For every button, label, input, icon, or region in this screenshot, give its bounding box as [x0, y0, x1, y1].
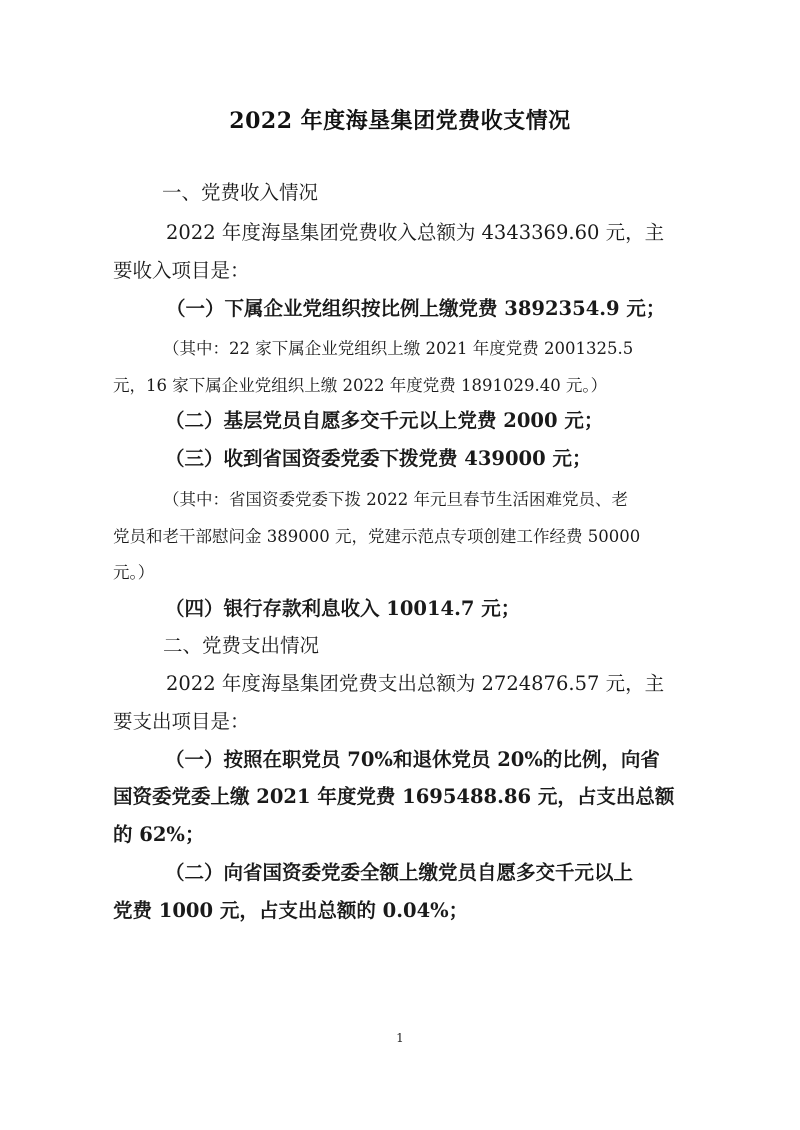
- expense-item-2-line2: 党费 1000 元，占支出总额的 0.04%；: [113, 899, 469, 922]
- income-item-1: （一）下属企业党组织按比例上缴党费 3892354.9 元；: [166, 297, 666, 320]
- expense-heading: 二、党费支出情况: [163, 634, 320, 657]
- expense-intro-line1: 2022 年度海垦集团党费支出总额为 2724876.57 元，主: [166, 672, 665, 695]
- income-item-3-note-line3: 元。）: [113, 563, 155, 582]
- income-intro-line2: 要收入项目是：: [113, 259, 250, 282]
- income-item-1-note-line1: （其中：22 家下属企业党组织上缴 2021 年度党费 2001325.5: [163, 339, 634, 358]
- expense-intro-line2: 要支出项目是：: [113, 710, 250, 733]
- income-heading: 一、党费收入情况: [162, 181, 319, 204]
- document-title: 2022 年度海垦集团党费收支情况: [229, 108, 571, 134]
- income-item-3-note-line1: （其中：省国资委党委下拨 2022 年元旦春节生活困难党员、老: [163, 490, 628, 509]
- expense-item-1-line2: 国资委党委上缴 2021 年度党费 1695488.86 元，占支出总额: [113, 785, 675, 808]
- expense-item-1-line1: （一）按照在职党员 70%和退休党员 20%的比例，向省: [165, 748, 660, 771]
- income-item-4: （四）银行存款利息收入 10014.7 元；: [165, 597, 521, 620]
- income-item-3-note-line2: 党员和老干部慰问金 389000 元，党建示范点专项创建工作经费 50000: [113, 527, 641, 546]
- income-item-2: （二）基层党员自愿多交千元以上党费 2000 元；: [165, 409, 604, 432]
- expense-item-2-line1: （二）向省国资委党委全额上缴党员自愿多交千元以上: [165, 861, 634, 884]
- income-intro-line1: 2022 年度海垦集团党费收入总额为 4343369.60 元，主: [166, 221, 665, 244]
- income-item-3: （三）收到省国资委党委下拨党费 439000 元；: [165, 447, 592, 470]
- income-item-1-note-line2: 元，16 家下属企业党组织上缴 2022 年度党费 1891029.40 元。）: [113, 376, 608, 395]
- expense-item-1-line3: 的 62%；: [113, 823, 205, 846]
- page-number: 1: [396, 1031, 404, 1045]
